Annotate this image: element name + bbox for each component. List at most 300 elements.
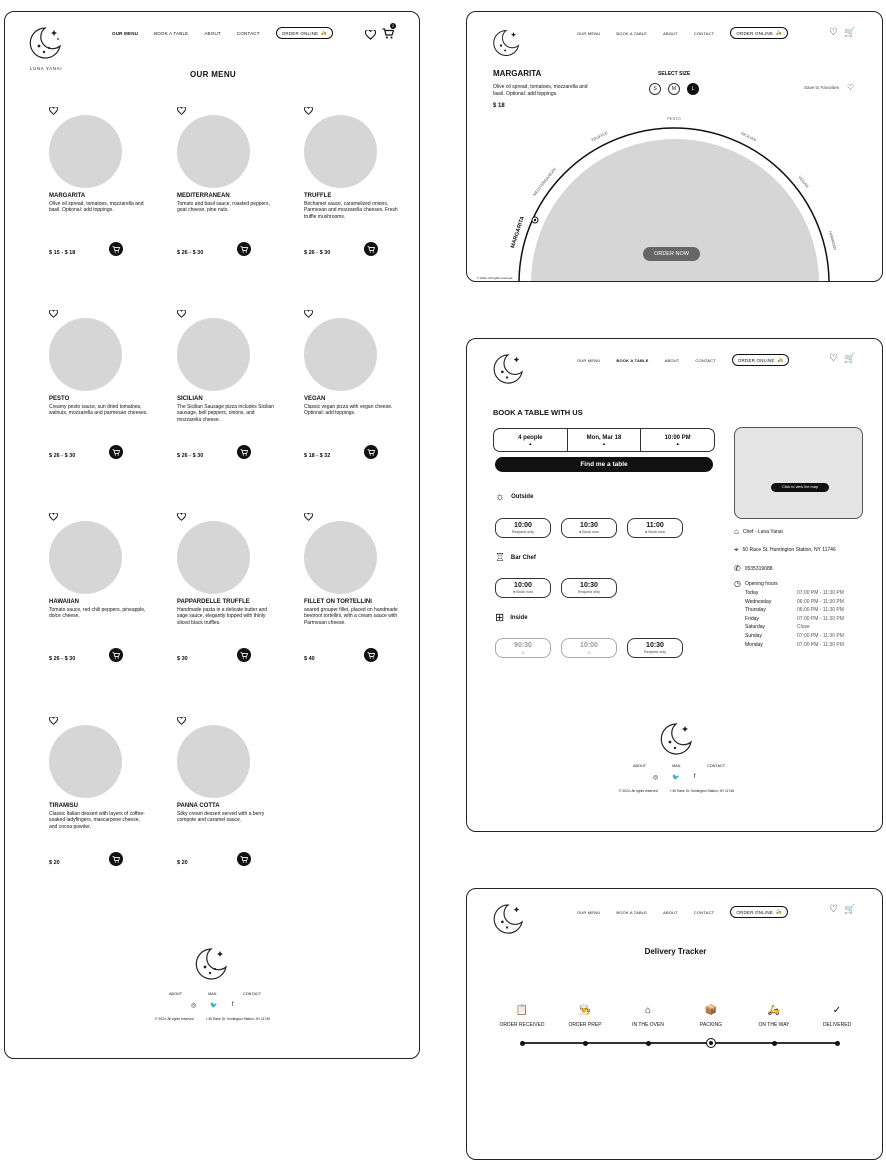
copyright-value: 2024. All rights reserved xyxy=(622,789,658,793)
nav-contact[interactable]: CONTACT xyxy=(236,30,260,36)
menu-item-card[interactable] xyxy=(304,107,414,257)
section-header xyxy=(495,491,533,503)
restaurant-info xyxy=(734,527,874,649)
menu-item-price: $ 26 - $ 30 xyxy=(49,656,76,662)
tracker-step xyxy=(681,1005,741,1028)
footer-contact[interactable]: CONTACT xyxy=(242,992,262,996)
favorite-heart-icon[interactable] xyxy=(49,107,58,115)
instagram-icon[interactable]: ◎ xyxy=(191,1003,197,1009)
slot-time: 10:00 xyxy=(514,522,532,529)
find-table-button[interactable]: Find me a table xyxy=(495,457,713,472)
hours-time: 06:00 PM - 11:30 PM xyxy=(797,607,844,614)
social-icons xyxy=(191,1002,233,1009)
add-to-cart-button[interactable] xyxy=(109,242,123,256)
add-to-cart-button[interactable] xyxy=(364,242,378,256)
facebook-icon[interactable]: f xyxy=(693,774,696,780)
time-slot-button xyxy=(561,638,617,658)
wheel-label-vegan[interactable]: VEGAN xyxy=(797,174,810,189)
menu-item-image[interactable] xyxy=(177,115,250,188)
people-value: 4 people xyxy=(518,435,543,441)
header-icons xyxy=(365,26,394,44)
time-slot-button[interactable] xyxy=(561,518,617,538)
hours-day: Thursday xyxy=(745,607,766,614)
cart-icon xyxy=(240,652,248,659)
menu-item-price: $ 26 - $ 30 xyxy=(177,453,204,459)
footer xyxy=(467,719,883,799)
nav-book-table[interactable]: BOOK A TABLE xyxy=(616,30,648,36)
slot-status: ● Book now xyxy=(512,590,534,594)
section-name: Bar Chef xyxy=(510,554,536,561)
favorite-heart-icon[interactable] xyxy=(49,310,58,318)
slot-status: Request only xyxy=(643,650,667,654)
tracker-dot xyxy=(835,1041,840,1046)
menu-item-image[interactable] xyxy=(304,521,377,594)
menu-item-price: $ 20 xyxy=(177,860,188,866)
footer-logo-icon xyxy=(658,722,694,756)
nav-about[interactable]: ABOUT xyxy=(664,357,680,363)
footer-links xyxy=(633,764,725,768)
slot-status: Request only xyxy=(577,590,601,594)
size-s[interactable]: S xyxy=(649,83,661,95)
favorite-heart-icon[interactable] xyxy=(177,310,186,318)
pizza-price: $ 18 xyxy=(493,103,505,109)
caret-up-icon: ▲ xyxy=(675,441,680,446)
brand-name: LUNA YANAI xyxy=(30,66,63,71)
order-online-label: ORDER ONLINE xyxy=(737,357,775,363)
slot-status: ● Book now xyxy=(644,530,666,534)
brand-logo-icon[interactable] xyxy=(491,903,525,935)
copyright-text: © 2024. All rights reserved xyxy=(155,1017,194,1021)
people-selector[interactable] xyxy=(494,429,568,451)
footer-about[interactable]: ABOUT xyxy=(169,992,183,996)
slot-time: 10:00 xyxy=(580,642,598,649)
order-online-label: ORDER ONLINE xyxy=(736,30,773,36)
order-online-button[interactable] xyxy=(276,27,333,39)
favorite-heart-icon[interactable] xyxy=(49,717,58,725)
menu-item-name: PESTO xyxy=(49,396,70,402)
heart-icon[interactable]: ♡ xyxy=(829,904,838,915)
address-row xyxy=(734,545,874,555)
scooter-icon: 🛵 xyxy=(321,30,328,35)
menu-item-description: Classic Italian dessert with layers of coffee-soaked ladyfingers, mascarpone cheese, and cocoa powder. xyxy=(49,811,145,830)
copyright-value: 2024. All rights reserved xyxy=(480,276,513,280)
scooter-icon: 🛵 xyxy=(775,30,782,35)
nav-book-table[interactable]: BOOK A TABLE xyxy=(616,909,648,915)
section-icon: ♖ xyxy=(495,552,505,564)
footer-info xyxy=(155,1017,270,1021)
hours-row-header xyxy=(734,579,874,588)
twitter-icon[interactable]: 🐦 xyxy=(210,1003,218,1009)
menu-item-name: MEDITERRANEAN xyxy=(177,193,230,199)
add-to-cart-button[interactable] xyxy=(237,852,251,866)
time-slot-button[interactable] xyxy=(627,638,683,658)
tracker-dot xyxy=(772,1041,777,1046)
menu-item-card[interactable] xyxy=(304,513,414,663)
social-icons xyxy=(653,774,695,781)
hours-row xyxy=(745,641,874,650)
select-size-label: SELECT SIZE xyxy=(658,71,691,77)
footer-address: ⌖ 50 Race St. Huntington Station, NY 11746 xyxy=(205,1017,270,1021)
step-icon: 📋 xyxy=(515,1005,529,1016)
tracker-step xyxy=(744,1005,804,1028)
chef-name: Chef - Luna Yanai xyxy=(742,528,783,535)
menu-item-name: VEGAN xyxy=(304,396,326,402)
menu-item-image[interactable] xyxy=(177,725,250,798)
map-preview[interactable] xyxy=(734,427,863,519)
cart-icon xyxy=(240,246,248,253)
wheel-label-truffle[interactable]: TRUFFLE xyxy=(590,130,609,143)
date-value: Mon, Mar 18 xyxy=(586,435,622,441)
nav-book-table[interactable]: BOOK A TABLE xyxy=(154,30,189,36)
favorite-heart-icon[interactable] xyxy=(304,310,313,318)
slot-status: ⊘ xyxy=(521,651,525,655)
delivery-tracker-frame xyxy=(466,888,883,1160)
menu-item-card[interactable] xyxy=(49,107,159,257)
footer-address-value: 50 Race St. Huntington Station, NY 11746 xyxy=(672,789,734,793)
wheel-label-pesto[interactable]: PESTO xyxy=(667,116,681,121)
menu-item-image[interactable] xyxy=(49,521,122,594)
main-nav xyxy=(577,354,789,366)
cart-button[interactable] xyxy=(382,26,394,44)
menu-item-name: HAWAIIAN xyxy=(49,599,79,605)
time-slot-button[interactable] xyxy=(495,518,551,538)
slot-time: 10:00 xyxy=(514,582,532,589)
time-value: 10:00 PM xyxy=(664,435,691,441)
step-icon: ⌂ xyxy=(644,1005,652,1016)
tracker-step xyxy=(618,1005,678,1028)
header-icons xyxy=(829,27,855,38)
time-selector[interactable] xyxy=(641,429,714,451)
hours-day: Friday xyxy=(745,615,759,622)
menu-item-description: seared grouper fillet, placed on handmade beetroot tortellini, with a cream sauce with Parmesan cheese. xyxy=(304,607,398,626)
menu-item-card[interactable] xyxy=(177,107,287,257)
chef-hat-icon: ⌂ xyxy=(734,527,739,536)
brand-logo[interactable] xyxy=(27,26,63,71)
size-m[interactable]: M xyxy=(668,83,680,95)
heart-icon: ♡ xyxy=(847,83,855,92)
menu-item-price: $ 30 xyxy=(177,656,188,662)
menu-item-image[interactable] xyxy=(49,725,122,798)
slot-time: 10:30 xyxy=(580,582,598,589)
hours-row xyxy=(745,632,874,641)
menu-item-name: PANNA COTTA xyxy=(177,803,220,809)
nav-contact[interactable]: CONTACT xyxy=(693,30,715,36)
tracker-step xyxy=(492,1005,552,1028)
order-online-button[interactable] xyxy=(730,27,787,39)
slot-status: Request only xyxy=(511,530,535,534)
hours-label: Opening hours xyxy=(744,580,778,587)
tracker-dot-current xyxy=(706,1038,716,1048)
main-nav xyxy=(577,27,788,39)
nav-our-menu[interactable]: OUR MENU xyxy=(112,30,139,36)
footer-links xyxy=(169,992,261,996)
step-icon: 📦 xyxy=(704,1005,718,1016)
hours-time: Close xyxy=(797,624,810,631)
hours-time: 07:00 PM - 11:30 PM xyxy=(797,590,844,596)
menu-item-description: Tomato and basil sauce, roasted peppers, goat cheese, pine nuts. xyxy=(177,201,270,214)
hours-time: 07:00 PM - 11:30 PM xyxy=(797,641,844,648)
hours-day: Sunday xyxy=(745,632,762,639)
scooter-icon: 🛵 xyxy=(775,909,782,914)
cart-icon[interactable]: 🛒 xyxy=(843,353,856,363)
nav-about[interactable]: ABOUT xyxy=(204,30,221,36)
facebook-icon[interactable]: f xyxy=(231,1002,234,1008)
footer-info xyxy=(619,789,734,793)
menu-item-price: $ 40 xyxy=(304,656,315,662)
size-options xyxy=(649,83,699,95)
menu-item-name: TIRAMISU xyxy=(49,803,78,809)
scooter-icon: 🛵 xyxy=(777,357,784,362)
hours-day: Monday xyxy=(745,641,763,648)
menu-item-image[interactable] xyxy=(49,318,122,391)
tracker-dot xyxy=(583,1041,588,1046)
menu-item-price: $ 26 - $ 30 xyxy=(177,250,204,256)
hours-row xyxy=(745,606,874,615)
save-favorites-label: Save to Favorites xyxy=(804,85,840,90)
time-slot-button xyxy=(495,638,551,658)
hours-day: Wednesday xyxy=(745,598,772,605)
cart-icon xyxy=(367,449,375,456)
cart-icon xyxy=(112,449,120,456)
menu-item-image[interactable] xyxy=(177,521,250,594)
hours-row xyxy=(745,623,874,632)
menu-item-price: $ 26 - $ 30 xyxy=(304,250,331,256)
cart-icon xyxy=(367,652,375,659)
menu-item-card[interactable] xyxy=(304,310,414,460)
section-icon: ☼ xyxy=(495,491,506,503)
caret-up-icon: ▲ xyxy=(602,441,606,446)
wheel-label-sicilian[interactable]: SICILIAN xyxy=(740,130,758,143)
date-selector[interactable] xyxy=(568,429,642,451)
menu-item-image[interactable] xyxy=(304,318,377,391)
menu-item-card[interactable] xyxy=(177,310,287,460)
tracker-dot xyxy=(520,1041,525,1046)
add-to-cart-button[interactable] xyxy=(109,648,123,662)
favorite-heart-icon[interactable] xyxy=(177,513,186,521)
hours-day: Saturday xyxy=(745,624,766,631)
nav-about[interactable]: ABOUT xyxy=(663,909,678,915)
cart-count-badge: 2 xyxy=(390,23,396,29)
location-pin-icon: ⌖ xyxy=(734,545,739,554)
nav-about[interactable]: ABOUT xyxy=(663,30,678,36)
menu-item-name: SICILIAN xyxy=(177,396,203,402)
footer-address: ⌖ 50 Race St. Huntington Station, NY 11746 xyxy=(669,789,734,793)
cart-icon xyxy=(240,856,248,863)
hours-row xyxy=(745,615,874,624)
menu-item-name: PAPPARDELLE TRUFFLE xyxy=(177,599,250,605)
section-name: Outside xyxy=(511,494,534,500)
favorite-heart-icon[interactable] xyxy=(304,107,313,115)
tracker-dot xyxy=(646,1041,651,1046)
step-icon: ✓ xyxy=(832,1005,842,1016)
tracker-step xyxy=(807,1005,867,1028)
phone-row xyxy=(734,564,874,573)
page-title: OUR MENU xyxy=(190,70,236,79)
chef-row xyxy=(734,527,874,536)
menu-item-image[interactable] xyxy=(49,115,122,188)
favorite-heart-icon[interactable] xyxy=(177,107,186,115)
header-icons xyxy=(829,353,855,364)
save-favorites-button[interactable] xyxy=(804,83,854,92)
tracker-title: Delivery Tracker xyxy=(644,947,707,956)
address-text: 50 Race St. Huntington Station, NY 11746 xyxy=(742,547,836,553)
nav-contact[interactable]: CONTACT xyxy=(693,909,715,915)
nav-our-menu[interactable]: OUR MENU xyxy=(577,909,601,915)
header-icons xyxy=(829,904,855,915)
cart-icon xyxy=(112,856,120,863)
menu-item-description: Silky cream dessert served with a berry compote and caramel sauce. xyxy=(177,811,265,824)
menu-item-name: MARGARITA xyxy=(49,193,86,199)
footer-address-value: 50 Race St. Huntington Station, NY 11746 xyxy=(208,1017,270,1021)
section-header xyxy=(495,551,536,564)
wheel-label-margarita[interactable]: MARGARITA xyxy=(510,215,527,250)
add-to-cart-button[interactable] xyxy=(237,445,251,459)
menu-item-description: Creamy pesto sauce, sun dried tomatoes, walnuts, mozzarella and parmesan cheeses. xyxy=(49,404,148,417)
nav-our-menu[interactable]: OUR MENU xyxy=(577,30,601,36)
hours-time: 07:00 PM - 11:30 PM xyxy=(797,615,844,622)
menu-item-image[interactable] xyxy=(304,115,377,188)
time-slot-button[interactable] xyxy=(561,578,617,598)
brand-logo-icon[interactable] xyxy=(491,353,525,385)
menu-item-price: $ 26 - $ 30 xyxy=(49,453,76,459)
step-label: IN THE OVEN xyxy=(632,1022,664,1028)
clock-icon: ◷ xyxy=(734,579,741,588)
moon-pizza-logo-icon xyxy=(27,26,63,60)
slot-time: 90:30 xyxy=(514,642,532,649)
menu-item-card[interactable] xyxy=(49,513,159,663)
footer-about[interactable]: ABOUT xyxy=(633,764,647,768)
slot-status: ⊘ xyxy=(587,651,591,655)
section-header xyxy=(495,611,528,624)
step-icon: 🛵 xyxy=(767,1005,781,1016)
favorite-heart-icon[interactable] xyxy=(49,513,58,521)
order-now-button[interactable]: ORDER NOW xyxy=(643,247,700,261)
pizza-description: Olive oil spread, tomatoes, mozzarella and basil. Optional: add toppings. xyxy=(493,84,588,97)
step-label: ON THE WAY xyxy=(758,1022,790,1028)
wheel-label-hawaiian[interactable]: HAWAIIAN xyxy=(827,230,838,251)
add-to-cart-button[interactable] xyxy=(237,242,251,256)
cart-icon xyxy=(112,652,120,659)
menu-item-description: The Sicilian Sausage pizza includes Sicilian sausage, bell peppers, onions, and mozzarella cheese. xyxy=(177,404,274,423)
time-slot-button[interactable] xyxy=(495,578,551,598)
add-to-cart-button[interactable] xyxy=(364,648,378,662)
menu-page-frame xyxy=(4,11,420,1059)
instagram-icon[interactable]: ◎ xyxy=(653,775,659,781)
booking-selectors xyxy=(493,428,715,452)
menu-item-card[interactable] xyxy=(177,717,287,867)
copyright-value: 2024. All rights reserved xyxy=(158,1017,194,1021)
order-online-button[interactable] xyxy=(732,354,789,366)
menu-item-description: Béchamel sauce, caramelized onions, Parmesan and mozzarella cheeses, Fresh truffle mushrooms. xyxy=(304,201,398,220)
hours-row xyxy=(745,589,874,598)
booking-title: BOOK A TABLE WITH US xyxy=(493,408,583,417)
step-label: ORDER PREP xyxy=(568,1022,602,1028)
slot-time: 10:30 xyxy=(580,522,598,529)
tracker-line xyxy=(522,1042,837,1044)
favorite-heart-icon[interactable] xyxy=(177,717,186,725)
slot-time: 11:00 xyxy=(646,522,664,529)
pizza-detail-frame xyxy=(466,11,883,282)
add-to-cart-button[interactable] xyxy=(364,445,378,459)
footer-mail[interactable]: MAIL xyxy=(208,992,217,996)
cart-icon[interactable]: 🛒 xyxy=(843,904,856,914)
main-nav xyxy=(112,27,333,39)
view-map-button[interactable]: Click to view the map xyxy=(771,483,829,492)
order-online-label: ORDER ONLINE xyxy=(281,30,319,36)
nav-contact[interactable]: CONTACT xyxy=(695,357,716,363)
menu-item-price: $ 18 - $ 32 xyxy=(304,453,331,459)
footer-mail[interactable]: MAIL xyxy=(672,764,681,768)
cart-icon xyxy=(112,246,120,253)
tracker-step xyxy=(555,1005,615,1028)
add-to-cart-button[interactable] xyxy=(109,445,123,459)
menu-item-description: Handmade pasta in a delicate butter and sage sauce, elegantly topped with thinly sliced black truffles. xyxy=(177,607,268,626)
menu-item-description: Olive oil spread, tomatoes, mozzarella and basil. Optional: add toppings. xyxy=(49,201,144,214)
nav-our-menu[interactable]: OUR MENU xyxy=(577,357,601,363)
hours-time: 06:00 PM - 11:30 PM xyxy=(797,598,844,605)
phone-number[interactable]: 0535319088 xyxy=(744,565,773,572)
cart-icon xyxy=(367,246,375,253)
step-icon: 👨‍🍳 xyxy=(578,1005,592,1016)
menu-item-card[interactable] xyxy=(177,513,287,663)
heart-icon[interactable] xyxy=(365,30,376,40)
add-to-cart-button[interactable] xyxy=(109,852,123,866)
order-online-button[interactable] xyxy=(730,906,787,918)
footer-contact[interactable]: CONTACT xyxy=(706,764,726,768)
copyright-text: © 2024. All rights reserved xyxy=(477,276,513,280)
favorite-heart-icon[interactable] xyxy=(304,513,313,521)
book-table-frame xyxy=(466,338,883,832)
footer xyxy=(5,947,420,1027)
phone-icon: ✆ xyxy=(734,564,741,573)
menu-item-price: $ 20 xyxy=(49,860,60,866)
cart-icon[interactable]: 🛒 xyxy=(843,27,856,37)
pizza-name: MARGARITA xyxy=(493,69,542,78)
heart-icon[interactable]: ♡ xyxy=(829,353,838,364)
footer-logo-icon xyxy=(193,947,229,981)
cart-icon xyxy=(382,28,394,39)
section-icon: ⊞ xyxy=(495,612,505,624)
step-label: PACKING xyxy=(699,1022,723,1028)
nav-book-table[interactable]: BOOK A TABLE xyxy=(616,357,649,363)
copyright-text: © 2024. All rights reserved xyxy=(619,789,658,793)
menu-item-name: FILLET ON TORTELLINI xyxy=(304,599,372,605)
hours-row xyxy=(745,598,874,607)
brand-logo-icon[interactable] xyxy=(491,28,521,58)
menu-item-image[interactable] xyxy=(177,318,250,391)
twitter-icon[interactable]: 🐦 xyxy=(672,775,680,781)
menu-item-card[interactable] xyxy=(49,310,159,460)
heart-icon[interactable]: ♡ xyxy=(829,27,838,38)
main-nav xyxy=(577,906,788,918)
time-slot-button[interactable] xyxy=(627,518,683,538)
wheel-label-mediterranean[interactable]: MEDITERRANEAN xyxy=(531,166,558,197)
slot-time: 10:30 xyxy=(646,642,664,649)
cart-icon xyxy=(240,449,248,456)
size-l[interactable]: L xyxy=(687,83,699,95)
caret-up-icon: ▲ xyxy=(528,441,533,446)
menu-item-card[interactable] xyxy=(49,717,159,867)
menu-item-description: Tomato sauce, red chili peppers, pineapple, dolce cheese. xyxy=(49,607,146,620)
add-to-cart-button[interactable] xyxy=(237,648,251,662)
hours-day: Today xyxy=(745,590,759,596)
step-label: DELIVERED xyxy=(822,1022,852,1028)
slot-status: ● Book now xyxy=(578,530,600,534)
hours-list xyxy=(734,589,874,649)
step-label: ORDER RECEIVED xyxy=(499,1022,545,1028)
section-name: Inside xyxy=(510,614,528,621)
hours-time: 07:00 PM - 11:30 PM xyxy=(797,632,844,639)
